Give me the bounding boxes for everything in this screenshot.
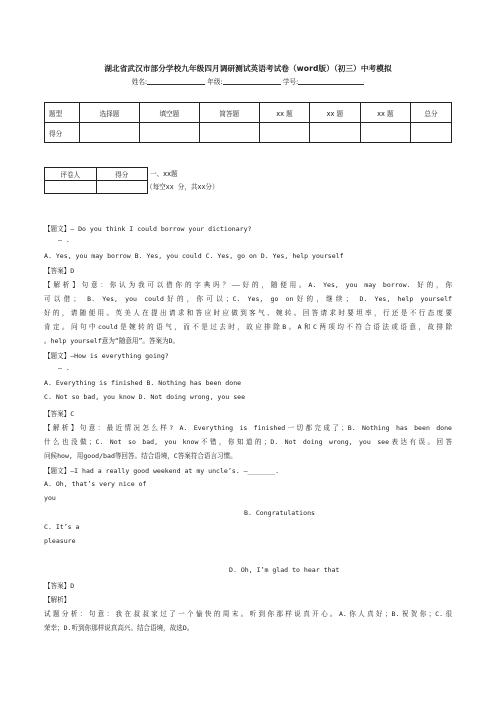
score-cell[interactable]	[259, 123, 309, 143]
answer-blank-line: — .	[58, 364, 70, 372]
explanation-text: 好的，请随便用。英美人在提出请求和答应时应做到客气、婉转。回答请求时要坦率，行还是不行态度要	[44, 309, 452, 317]
explanation-text: 问候how, 用good/bad等回答。结合语境，C答案符合语言习惯。	[44, 452, 237, 460]
name-label: 姓名:	[131, 78, 148, 86]
score-row-label: 得分	[45, 123, 80, 143]
option-a-continued: you	[44, 494, 56, 502]
paper-title: 湖北省武汉市部分学校九年级四月调研测试英语考试卷（word版）（初三）中考模拟	[104, 64, 392, 73]
student-id-label: 学号:	[282, 78, 299, 86]
name-blank[interactable]	[147, 77, 205, 85]
explanation-text: 肯定。问句中could是婉转的语气，而不是过去时，故应排除B。A和C两项均不符合语法或语意，故排除	[44, 323, 452, 331]
explanation-text: 可以借； B. Yes, you could好的，你可以；C. Yes, go on好的，继续； D. Yes, help yourself	[44, 295, 452, 303]
answer-key: 【答案】C	[44, 410, 75, 418]
option-c-continued: pleasure	[44, 537, 76, 545]
grader-header-cell: 得分	[96, 168, 148, 181]
grader-table	[44, 167, 148, 194]
explanation-text: 试题分析：句意：我在叔叔家过了一个愉快的周末。听到你那样说真开心。A.你人真好；B.祝贺你；C.很	[44, 610, 452, 618]
score-cell[interactable]	[139, 123, 199, 143]
score-table	[44, 102, 452, 143]
explanation-text: 【解析】句意：最近情况怎么样? A. Everything is finished一切都完成了；B. Nothing has been done	[44, 424, 452, 432]
score-header-cell: 题型	[45, 103, 80, 123]
option-a: A. Oh, that’s very nice of	[44, 480, 147, 488]
answer-blank-line: — .	[58, 236, 70, 244]
score-cell[interactable]	[360, 123, 410, 143]
grader-cell[interactable]	[96, 181, 148, 194]
score-header-cell: xx 题	[259, 103, 309, 123]
explanation-text: 荣幸；D.听到你那样说真高兴。结合语境，故选D。	[44, 624, 194, 632]
score-header-cell: 简答题	[199, 103, 259, 123]
score-table-score-row	[45, 123, 452, 143]
score-cell[interactable]	[411, 123, 452, 143]
answer-key: 【答案】D	[44, 582, 75, 590]
question-stem: 【题文】— Do you think I could borrow your dictionary?	[44, 225, 252, 233]
grade-blank[interactable]	[223, 77, 281, 85]
score-header-cell: 选择题	[80, 103, 140, 123]
question-stem: 【题文】—I had a really good weekend at my uncle’s. —_______.	[44, 467, 280, 475]
question-stem: 【题文】—How is everything going?	[44, 352, 169, 360]
explanation-text: 什么也没做；C. Not so bad, you know不错，你知道的；D. Not doing wrong, you see表达有误。回答	[44, 438, 452, 446]
grader-cell[interactable]	[45, 181, 97, 194]
score-cell[interactable]	[80, 123, 140, 143]
option-d: D. Oh, I’m glad to hear that	[229, 566, 340, 574]
score-header-cell: 总分	[411, 103, 452, 123]
score-header-cell: xx 题	[310, 103, 360, 123]
option-c: C. It’s a	[44, 523, 80, 531]
explanation-text: 。help yourself意为“随意用”。答案为D。	[44, 337, 180, 345]
options-line: A. Yes, you may borrow B. Yes, you could C. Yes, go on D. Yes, help yourself	[44, 252, 344, 260]
explanation-heading: 【解析】	[44, 596, 71, 604]
option-b: B. Congratulations	[244, 509, 315, 517]
score-cell[interactable]	[199, 123, 259, 143]
score-table-header-row	[45, 103, 452, 123]
explanation-text: 【解析】句意：你认为我可以借你的字典吗？——好的，随便用。A. Yes, you may borrow. 好的，你	[44, 281, 452, 289]
grade-label: 年级:	[207, 78, 223, 86]
student-info-line	[0, 76, 496, 86]
section-title: 一、xx题	[150, 170, 178, 178]
section-note: （每空xx 分，共xx分）	[146, 183, 219, 191]
options-line: A. Everything is finished B. Nothing has been done	[44, 379, 242, 387]
score-header-cell: 填空题	[139, 103, 199, 123]
answer-key: 【答案】D	[44, 267, 75, 275]
options-line: C. Not so bad, you know D. Not doing wrong, you see	[44, 393, 246, 401]
student-id-blank[interactable]	[298, 77, 364, 85]
score-cell[interactable]	[310, 123, 360, 143]
score-header-cell: xx 题	[360, 103, 410, 123]
grader-header-cell: 评卷人	[45, 168, 97, 181]
